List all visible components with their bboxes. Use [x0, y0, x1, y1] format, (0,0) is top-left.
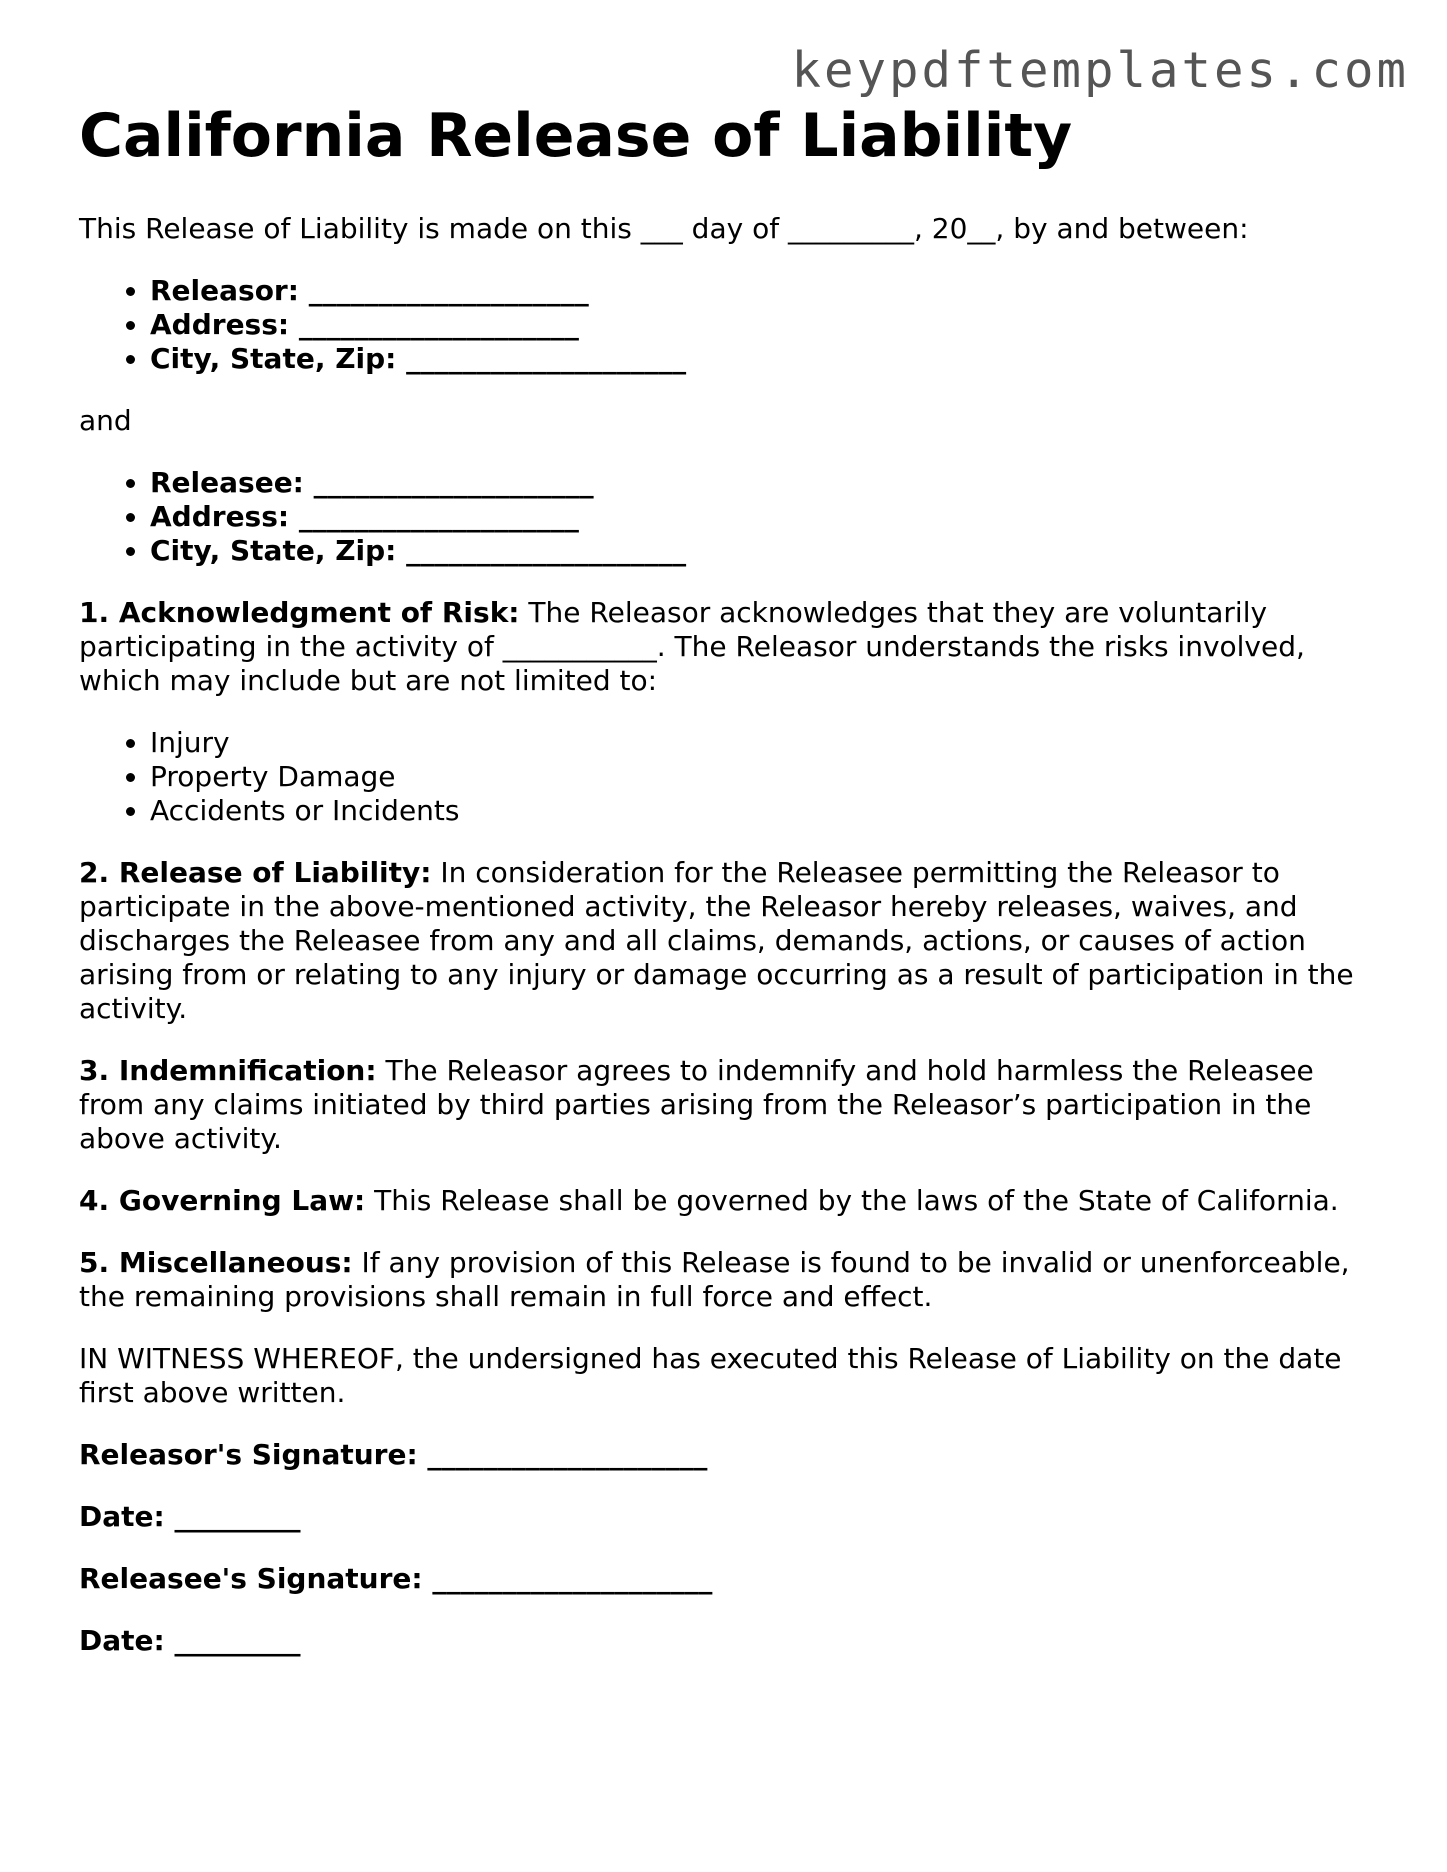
section-text: This Release shall be governed by the laws of the State of California.: [365, 1184, 1339, 1217]
releasor-date-line: Date: _________: [79, 1500, 301, 1533]
witness-paragraph: IN WITNESS WHEREOF, the undersigned has executed this Release of Liability on the date first above written.: [79, 1342, 1342, 1409]
risks-list: [79, 726, 1369, 828]
releasee-address-field: • Address: ____________________: [150, 500, 1369, 534]
document-title: California Release of Liability: [79, 101, 1073, 171]
risk-item: • Property Damage: [150, 760, 1369, 794]
section-text: The Releasor acknowledges that they are voluntarily participating in the activity of ___________. The Releasor understands the risks involved, which may include but are not limited to:: [79, 596, 1305, 697]
releasor-details-list: [79, 274, 1369, 376]
releasee-signature-line: Releasee's Signature: ____________________: [79, 1562, 713, 1595]
section-heading: 3. Indemnification:: [79, 1054, 377, 1087]
releasee-details-list: [79, 466, 1369, 568]
releasor-signature-line: Releasor's Signature: ____________________: [79, 1438, 708, 1471]
risk-item: • Accidents or Incidents: [150, 794, 1369, 828]
risk-item: • Injury: [150, 726, 1369, 760]
section-indemnification: [79, 1054, 1369, 1156]
section-text: In consideration for the Releasee permitting the Releasor to participate in the above-mentioned activity, the Releasor hereby releases, waives, and discharges the Releasee from any and all claims, demands, actions, or causes of action arising from or relating to any injury or damage occurring as a result of participation in the activity.: [79, 856, 1354, 1025]
section-text: If any provision of this Release is found to be invalid or unenforceable, the remaining provisions shall remain in full force and effect.: [79, 1246, 1350, 1313]
releasee-city-state-zip-field: • City, State, Zip: ____________________: [150, 534, 1369, 568]
intro-paragraph: This Release of Liability is made on this ___ day of _________, 20__, by and between:: [79, 212, 1249, 245]
section-miscellaneous: [79, 1246, 1369, 1314]
watermark-text: keypdftemplates.com: [791, 42, 1409, 99]
section-text: The Releasor agrees to indemnify and hold harmless the Releasee from any claims initiated by third parties arising from the Releasor’s participation in the above activity.: [79, 1054, 1314, 1155]
document-page: [79, 100, 1369, 1686]
section-acknowledgment-of-risk: [79, 596, 1369, 698]
and-text: and: [79, 404, 132, 437]
section-heading: 1. Acknowledgment of Risk:: [79, 596, 520, 629]
releasee-name-field: • Releasee: ____________________: [150, 466, 1369, 500]
section-heading: 4. Governing Law:: [79, 1184, 366, 1217]
section-governing-law: [79, 1184, 1369, 1218]
releasor-name-field: • Releasor: ____________________: [150, 274, 1369, 308]
releasor-address-field: • Address: ____________________: [150, 308, 1369, 342]
section-release-of-liability: [79, 856, 1369, 1026]
releasee-date-line: Date: _________: [79, 1624, 301, 1657]
section-heading: 2. Release of Liability:: [79, 856, 432, 889]
releasor-city-state-zip-field: • City, State, Zip: ____________________: [150, 342, 1369, 376]
section-heading: 5. Miscellaneous:: [79, 1246, 353, 1279]
